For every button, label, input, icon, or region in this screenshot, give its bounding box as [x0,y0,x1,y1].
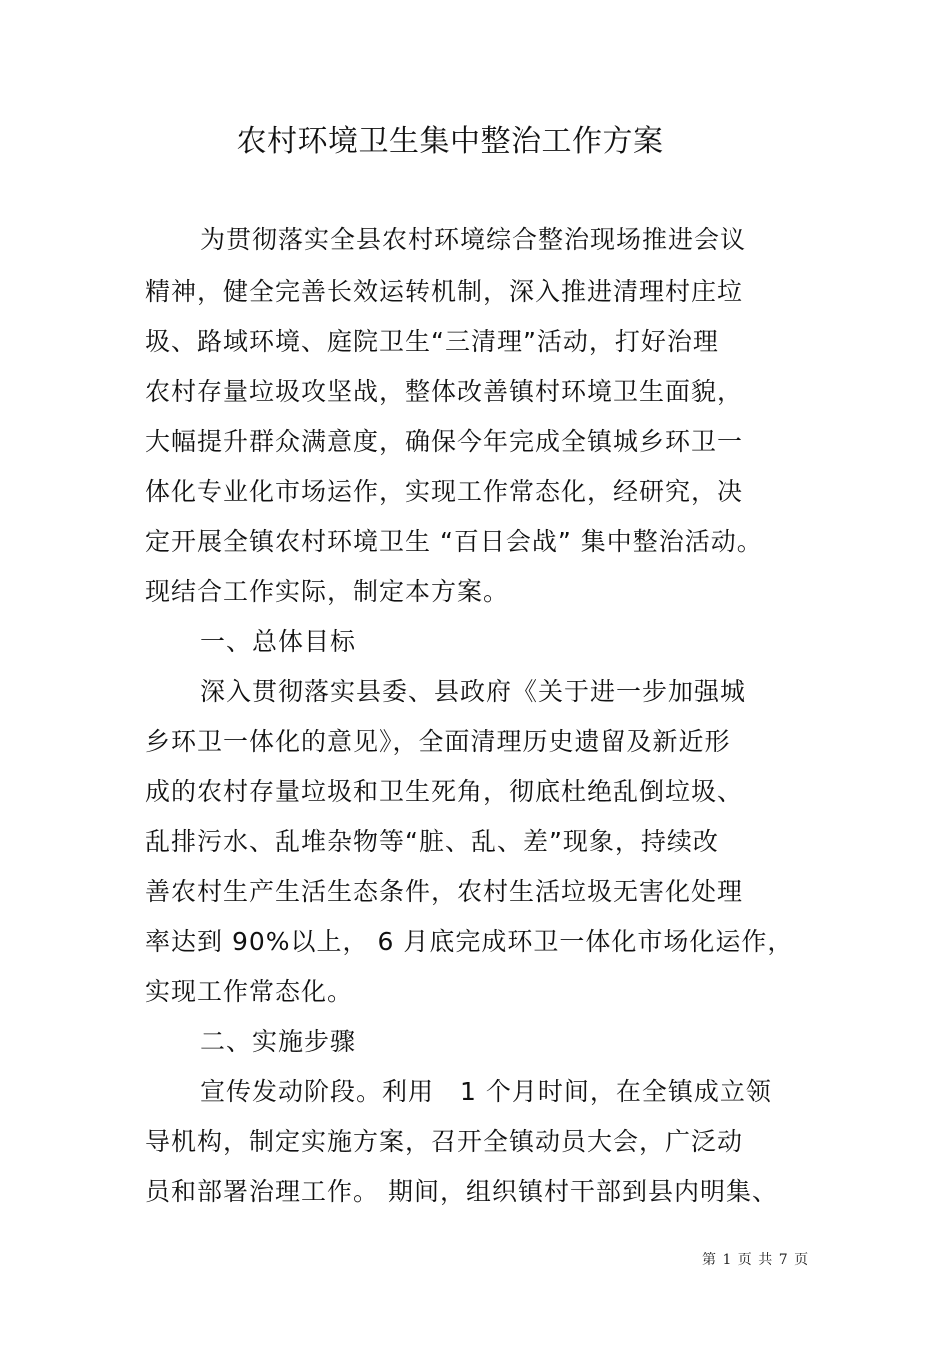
paragraph-line: 精神，健全完善长效运转机制，深入推进清理村庄垃 [145,277,744,306]
paragraph-line: 为贯彻落实全县农村环境综合整治现场推进会议 [200,225,747,254]
paragraph-line: 圾、路域环境、庭院卫生“三清理”活动，打好治理 [145,327,719,356]
paragraph-line: 成的农村存量垃圾和卫生死角，彻底杜绝乱倒垃圾、 [145,777,744,806]
paragraph-line: 善农村生产生活生态条件，农村生活垃圾无害化处理 [145,877,744,906]
paragraph-line: 体化专业化市场运作，实现工作常态化，经研究，决 [145,477,744,506]
paragraph-line: 现结合工作实际，制定本方案。 [145,577,510,606]
document-title: 农村环境卫生集中整治工作方案 [236,124,664,159]
paragraph-line: 乱排污水、乱堆杂物等“脏、乱、差”现象，持续改 [145,827,719,856]
paragraph-line: 率达到 90%以上， 6 月底完成环卫一体化市场化运作， [145,927,794,956]
paragraph-line: 宣传发动阶段。利用 1 个月时间，在全镇成立领 [200,1077,772,1106]
paragraph-line: 员和部署治理工作。 期间，组织镇村干部到县内明集、 [145,1177,778,1206]
paragraph-line: 农村存量垃圾攻坚战，整体改善镇村环境卫生面貌， [145,377,744,406]
section-heading: 一、总体目标 [200,627,357,656]
paragraph-line: 定开展全镇农村环境卫生 “百日会战” 集中整治活动。 [145,527,763,556]
paragraph-line: 实现工作常态化。 [145,977,354,1006]
paragraph-line: 深入贯彻落实县委、县政府《关于进一步加强城 [200,677,747,706]
section-heading: 二、实施步骤 [200,1027,357,1056]
paragraph-line: 乡环卫一体化的意见》，全面清理历史遗留及新近形 [145,727,731,756]
page-number-footer: 第 1 页 共 7 页 [702,1252,810,1268]
paragraph-line: 大幅提升群众满意度，确保今年完成全镇城乡环卫一 [145,427,744,456]
paragraph-line: 导机构，制定实施方案，召开全镇动员大会，广泛动 [145,1127,744,1156]
